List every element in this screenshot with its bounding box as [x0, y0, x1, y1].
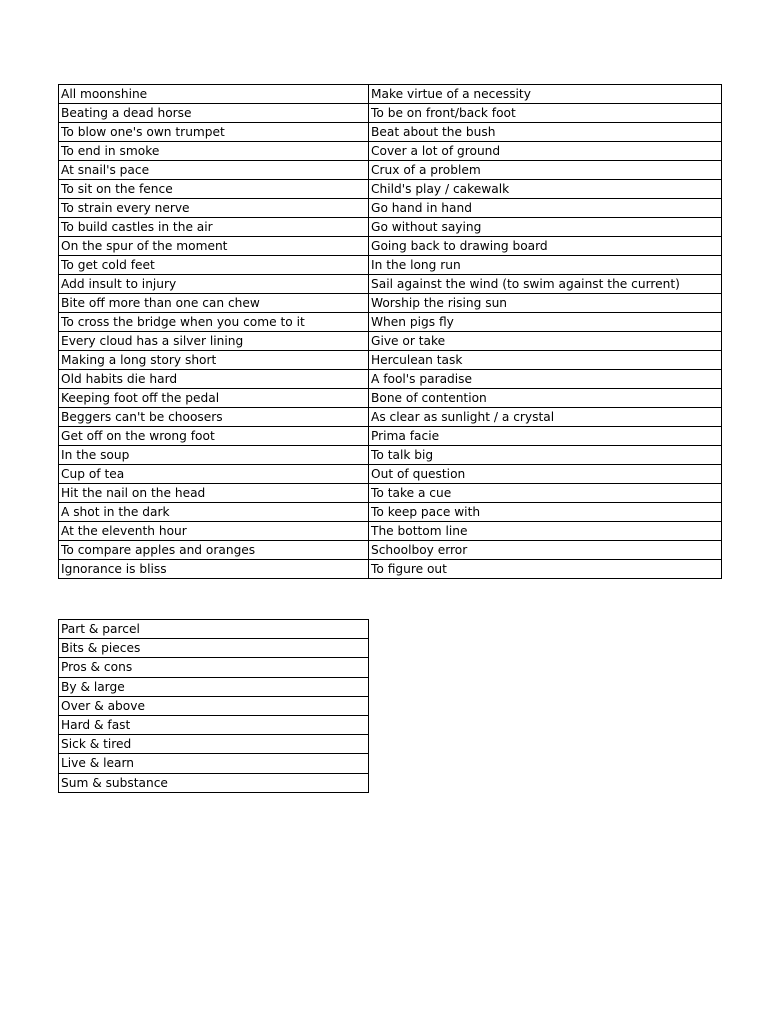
table-row [59, 313, 722, 332]
idiom-cell-right: Out of question [369, 465, 722, 484]
table-row [59, 735, 369, 754]
table-row [59, 677, 369, 696]
idiom-cell-right: Make virtue of a necessity [369, 85, 722, 104]
idiom-cell-left: Beating a dead horse [59, 104, 369, 123]
table-row [59, 408, 722, 427]
table-row [59, 620, 369, 639]
word-pair-cell: Sick & tired [59, 735, 369, 754]
table-row [59, 389, 722, 408]
idiom-cell-right: When pigs fly [369, 313, 722, 332]
idiom-cell-left: In the soup [59, 446, 369, 465]
table-row [59, 427, 722, 446]
table-row [59, 180, 722, 199]
table-row [59, 218, 722, 237]
idiom-cell-right: In the long run [369, 256, 722, 275]
table-row [59, 237, 722, 256]
idiom-cell-left: On the spur of the moment [59, 237, 369, 256]
idiom-cell-left: Get off on the wrong foot [59, 427, 369, 446]
idiom-cell-left: At the eleventh hour [59, 522, 369, 541]
table-row [59, 370, 722, 389]
idiom-cell-right: To take a cue [369, 484, 722, 503]
idiom-cell-left: Every cloud has a silver lining [59, 332, 369, 351]
idiom-cell-left: Making a long story short [59, 351, 369, 370]
idiom-cell-right: Schoolboy error [369, 541, 722, 560]
table-row [59, 275, 722, 294]
table-row [59, 639, 369, 658]
idiom-cell-left: At snail's pace [59, 161, 369, 180]
idioms-table [58, 84, 722, 579]
idiom-cell-left: Add insult to injury [59, 275, 369, 294]
table-row [59, 351, 722, 370]
idiom-cell-left: Cup of tea [59, 465, 369, 484]
word-pair-cell: Pros & cons [59, 658, 369, 677]
table-row [59, 332, 722, 351]
table-row [59, 123, 722, 142]
idiom-cell-left: Bite off more than one can chew [59, 294, 369, 313]
idiom-cell-left: All moonshine [59, 85, 369, 104]
table-row [59, 294, 722, 313]
idiom-cell-left: Beggers can't be choosers [59, 408, 369, 427]
idiom-cell-left: To compare apples and oranges [59, 541, 369, 560]
idiom-cell-left: To get cold feet [59, 256, 369, 275]
idiom-cell-right: The bottom line [369, 522, 722, 541]
idiom-cell-right: Herculean task [369, 351, 722, 370]
idiom-cell-left: To end in smoke [59, 142, 369, 161]
idiom-cell-right: To figure out [369, 560, 722, 579]
table-row [59, 199, 722, 218]
idiom-cell-right: Crux of a problem [369, 161, 722, 180]
idiom-cell-right: Go hand in hand [369, 199, 722, 218]
idiom-cell-left: Old habits die hard [59, 370, 369, 389]
idiom-cell-right: As clear as sunlight / a crystal [369, 408, 722, 427]
idiom-cell-left: To strain every nerve [59, 199, 369, 218]
word-pair-cell: Sum & substance [59, 773, 369, 792]
idiom-cell-left: A shot in the dark [59, 503, 369, 522]
idiom-cell-right: Worship the rising sun [369, 294, 722, 313]
idiom-cell-right: Go without saying [369, 218, 722, 237]
idiom-cell-left: Hit the nail on the head [59, 484, 369, 503]
idioms-table-body [59, 85, 722, 579]
table-row [59, 503, 722, 522]
idiom-cell-right: Cover a lot of ground [369, 142, 722, 161]
idiom-cell-right: Beat about the bush [369, 123, 722, 142]
idiom-cell-right: Sail against the wind (to swim against the current) [369, 275, 722, 294]
word-pair-cell: Hard & fast [59, 715, 369, 734]
table-row [59, 161, 722, 180]
idiom-cell-right: To be on front/back foot [369, 104, 722, 123]
idiom-cell-left: To cross the bridge when you come to it [59, 313, 369, 332]
table-row [59, 658, 369, 677]
word-pairs-table [58, 619, 369, 793]
table-row [59, 256, 722, 275]
idiom-cell-right: Child's play / cakewalk [369, 180, 722, 199]
idiom-cell-right: Give or take [369, 332, 722, 351]
table-row [59, 715, 369, 734]
idiom-cell-right: To keep pace with [369, 503, 722, 522]
table-row [59, 696, 369, 715]
idiom-cell-left: To build castles in the air [59, 218, 369, 237]
word-pair-cell: Bits & pieces [59, 639, 369, 658]
table-row [59, 773, 369, 792]
idiom-cell-right: Bone of contention [369, 389, 722, 408]
table-row [59, 85, 722, 104]
idiom-cell-right: Prima facie [369, 427, 722, 446]
word-pair-cell: Over & above [59, 696, 369, 715]
table-row [59, 104, 722, 123]
table-row [59, 541, 722, 560]
table-row [59, 484, 722, 503]
word-pair-cell: Part & parcel [59, 620, 369, 639]
idiom-cell-right: To talk big [369, 446, 722, 465]
idiom-cell-left: Ignorance is bliss [59, 560, 369, 579]
table-row [59, 142, 722, 161]
table-row [59, 560, 722, 579]
idiom-cell-left: Keeping foot off the pedal [59, 389, 369, 408]
idiom-cell-right: A fool's paradise [369, 370, 722, 389]
idiom-cell-right: Going back to drawing board [369, 237, 722, 256]
table-row [59, 446, 722, 465]
word-pair-cell: By & large [59, 677, 369, 696]
table-row [59, 754, 369, 773]
table-row [59, 522, 722, 541]
table-row [59, 465, 722, 484]
word-pair-cell: Live & learn [59, 754, 369, 773]
idiom-cell-left: To blow one's own trumpet [59, 123, 369, 142]
word-pairs-table-body [59, 620, 369, 793]
idiom-cell-left: To sit on the fence [59, 180, 369, 199]
